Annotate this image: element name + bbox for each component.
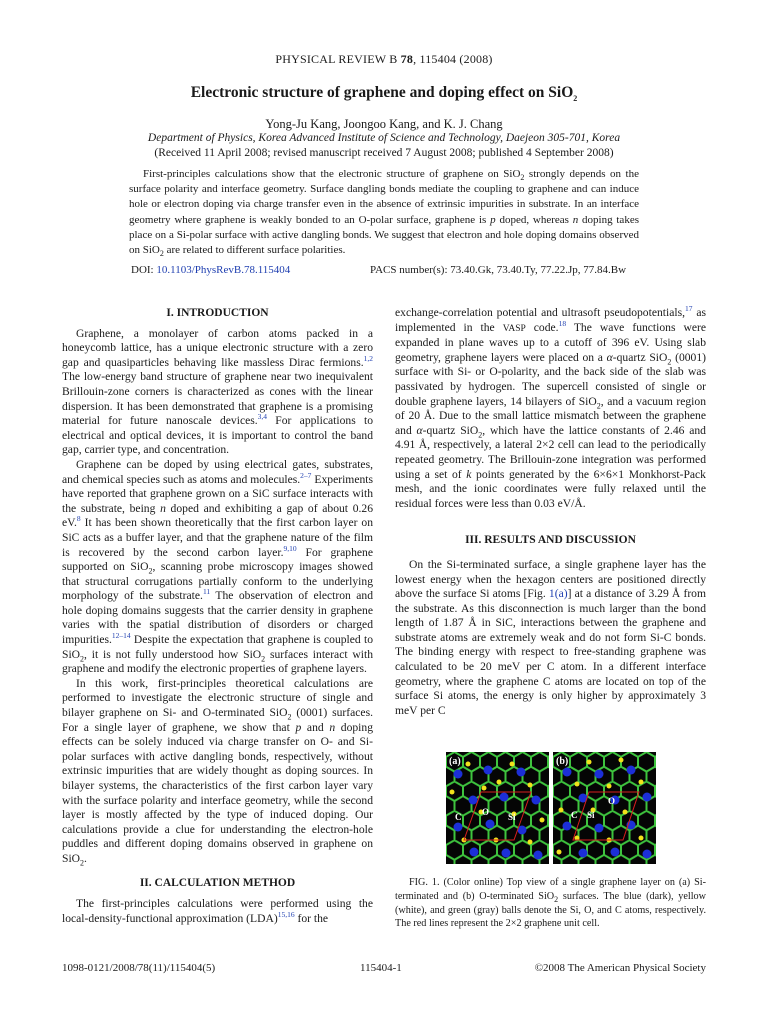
running-head: PHYSICAL REVIEW B 78, 115404 (2008) bbox=[275, 52, 493, 66]
doi-line: DOI: 10.1103/PhysRevB.78.115404 bbox=[131, 264, 291, 276]
figure-1-caption: FIG. 1. (Color online) Top view of a single graphene layer on (a) Si-terminated and (b) O-terminated SiO$_2$ surfaces. The blue (dark), yellow (white), and green (gray) balls denote the Si, O, and C atoms, respectively. The red lines represent the 2×2 graphene unit cell. bbox=[395, 877, 707, 930]
abstract: First-principles calculations show that the electronic structure of graphene on SiO$_2$ strongly depends on the surface polarity and interface geometry. Surface dangling bonds mediate the coupling to graphene and can induce hole or electron doping via charge transfer even in the absence of extrinsic impurities in substrate. In an interface geometry where graphene is weakly bonded to an O-polar surface, graphene is p doped, whereas n doping takes place on a Si-polar surface with active dangling bonds. We suggest that electron and hole doping domains observed on SiO$_2$ are related to different surface polarities. bbox=[129, 168, 639, 259]
atom-label-o: O bbox=[482, 807, 490, 817]
right-column: exchange-correlation potential and ultrasoft pseudopotentials,$^{17}$ as implemented in the VASP code.$^{18}$ The wave functions were expanded in plane waves up to a cutoff of 396 eV. Using slab geometry, graphene layers were placed on a α-quartz SiO$_2$ (0001) surface with Si- or O-polarity, and the back side of the slab was passivated by hydrogen. The supercell consisted of single or double graphene layers, 14 bilayers of SiO$_2$, and a vacuum region of 20 Å. Due to the small lattice mismatch between the graphene and α-quartz SiO$_2$, which have the lattice constants of 2.46 and 4.91 Å, respectively, a lateral 2×2 cell can lead to the periodically repeated geometry. The Brillouin-zone integration was performed using a set of k points generated by the 6×6×1 Monkhorst-Pack mesh, and the ionic coordinates were fully relaxed until the residual forces were less than 0.03 eV/Å. III. RESULTS AND DISCUSSION On the Si-terminated surface, a single graphene layer has the lowest energy when the hexagon centers are positioned directly above the surface Si atoms [Fig. 1(a)] at a distance of 3.29 Å from the substrate. As this disconnection is much larger than the bond length of 1.87 Å in SiC, interactions between the graphene and substrate atoms are extremely weak and do not form Si-C bonds. The binding energy with respect to free-standing graphene was calculated to be 20 meV per C atom. In a different interface geometry, where the graphene C atoms are located on top of the surface Si atoms, the energy is only higher by approximately 3 meV per C bbox=[395, 304, 706, 717]
atom-label-c: C bbox=[455, 812, 462, 822]
footer-issn: 1098-0121/2008/78(11)/115404(5) bbox=[62, 962, 216, 974]
graphene-o-terminated-image bbox=[553, 752, 656, 864]
doi-link[interactable]: 10.1103/PhysRevB.78.115404 bbox=[156, 264, 291, 276]
atom-label-o: O bbox=[608, 796, 616, 806]
figure-panel-b bbox=[553, 752, 656, 864]
affiliation: Department of Physics, Korea Advanced Institute of Science and Technology, Daejeon 305-701, Korea bbox=[147, 132, 621, 144]
section-heading-calculation-method: II. CALCULATION METHOD bbox=[139, 876, 296, 889]
section-heading-results: III. RESULTS AND DISCUSSION bbox=[465, 534, 636, 547]
footer-page-number: 115404-1 bbox=[360, 962, 402, 974]
received-dates: (Received 11 April 2008; revised manuscript received 7 August 2008; published 4 September 2008) bbox=[154, 147, 614, 159]
figure-panel-a bbox=[446, 752, 549, 864]
left-column: I. INTRODUCTION Graphene, a monolayer of carbon atoms packed in a honeycomb lattice, has a unique electronic structure with a zero gap and quasiparticles behaving like massless Dirac fermions.$^{1,2}$ The low-energy band structure of graphene near two inequivalent Brillouin-zone corners is characterized as cones with the linear dispersion. It has been demonstrated that graphene is a promising material for future nanoscale devices.$^{3,4}$ For applications to electrical and optical devices, it is important to control the band gap, carrier type, and concentration. Graphene can be doped by using electrical gates, substrates, and chemical species such as atoms and molecules.$^{2-7}$ Experiments have reported that graphene grown on a SiC surface interacts with the substrate, being n doped and exhibiting a gap of about 0.26 eV.$^8$ It has been shown theoretically that the first carbon layer on SiC acts as a buffer layer, and that the graphene nature of the film is recovered by the second carbon layer.$^{9,10}$ For graphene supported on SiO$_2$, scanning probe microscopy images showed that structural corrugations partially conform to the underlying morphology of the substrate.$^{11}$ The observation of electron and hole doping domains suggests that the carrier density in graphene varies with the spatial distribution of disorders or charged impurities.$^{12-14}$ Despite the expectation that graphene is coupled to SiO$_2$, it is not fully understood how SiO$_2$ surfaces interact with graphene and modify the electronic properties of graphene layers. In this work, first-principles theoretical calculations are performed to investigate the electronic structure of single and bilayer graphene on Si- and O-terminated SiO$_2$ (0001) surfaces. For a single layer of graphene, we show that p and n doping effects can be solely induced via charge transfer on O- and Si-polar surfaces with active dangling bonds, respectively, without extrinsic impurities that are widely thought as doping sources. In bilayer systems, the characteristics of the first carbon layer vary with the surface polarity and interface geometry, while the second layer is mostly affected by the type of induced doping. Our calculations provide a clue for understanding the electron-hole puddles and different doping domains observed in graphene on SiO$_2$. II. CALCULATION METHOD The first-principles calculations were performed using the local-density-functional approximation (LDA)$^{15,16}$ for the bbox=[62, 307, 374, 925]
paper-title: Electronic structure of graphene and doping effect on SiO$_2$ bbox=[190, 84, 578, 104]
atom-label-c: C bbox=[571, 810, 578, 820]
atom-label-si: Si bbox=[587, 810, 595, 820]
graphene-si-terminated-image bbox=[446, 752, 549, 864]
pacs-numbers: PACS number(s): 73.40.Gk, 73.40.Ty, 77.22.Jp, 77.84.Bw bbox=[370, 264, 627, 276]
section-heading-introduction: I. INTRODUCTION bbox=[166, 307, 269, 319]
panel-b-label: (b) bbox=[556, 756, 569, 767]
panel-a-label: (a) bbox=[449, 756, 461, 767]
authors: Yong-Ju Kang, Joongoo Kang, and K. J. Chang bbox=[265, 117, 503, 131]
atom-label-si: Si bbox=[508, 812, 516, 822]
figure-1 bbox=[446, 752, 656, 864]
footer-copyright: ©2008 The American Physical Society bbox=[534, 962, 706, 974]
